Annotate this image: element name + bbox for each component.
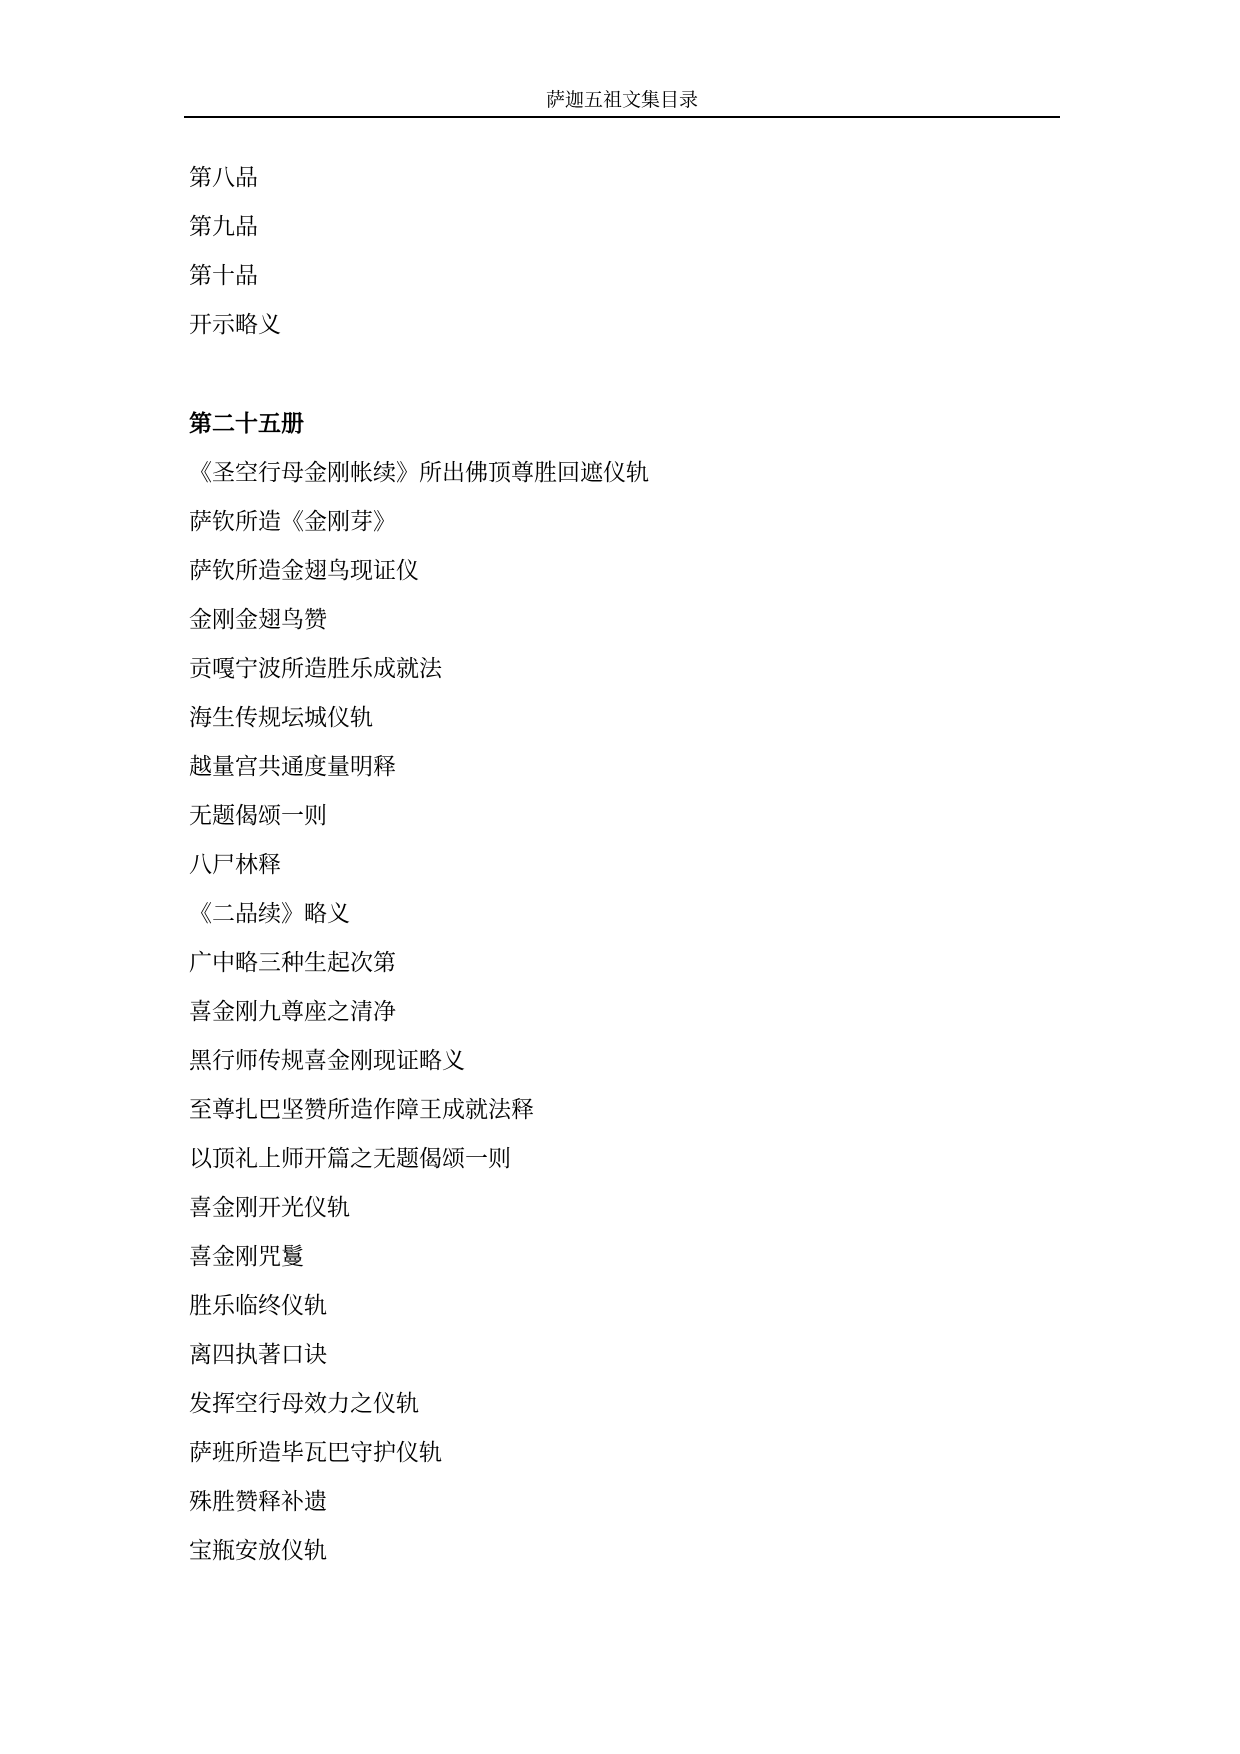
toc-entry: 以顶礼上师开篇之无题偈颂一则	[189, 1146, 511, 1172]
toc-entry: 《二品续》略义	[189, 901, 350, 927]
toc-entry: 殊胜赞释补遗	[189, 1489, 327, 1515]
toc-entry: 喜金刚九尊座之清净	[189, 999, 396, 1025]
toc-entry: 海生传规坛城仪轨	[189, 705, 373, 731]
toc-entry: 广中略三种生起次第	[189, 950, 396, 976]
page-header	[184, 84, 1060, 118]
toc-entry: 喜金刚开光仪轨	[189, 1195, 350, 1221]
toc-entry: 至尊扎巴坚赞所造作障王成就法释	[189, 1097, 534, 1123]
toc-entry: 发挥空行母效力之仪轨	[189, 1391, 419, 1417]
toc-entry: 无题偈颂一则	[189, 803, 327, 829]
toc-content	[189, 154, 1049, 1576]
toc-entry: 宝瓶安放仪轨	[189, 1538, 327, 1564]
volume-heading: 第二十五册	[189, 411, 304, 437]
toc-entry: 黑行师传规喜金刚现证略义	[189, 1048, 465, 1074]
toc-entry: 胜乐临终仪轨	[189, 1293, 327, 1319]
toc-entry: 八尸林释	[189, 852, 281, 878]
toc-entry: 第十品	[189, 263, 258, 289]
toc-entry: 第九品	[189, 214, 258, 240]
header-title: 萨迦五祖文集目录	[545, 89, 698, 111]
toc-entry: 《圣空行母金刚帐续》所出佛顶尊胜回遮仪轨	[189, 460, 649, 486]
toc-entry: 喜金刚咒鬘	[189, 1244, 304, 1270]
toc-entry: 开示略义	[189, 312, 281, 338]
toc-entry: 萨钦所造金翅鸟现证仪	[189, 558, 419, 584]
toc-entry: 萨班所造毕瓦巴守护仪轨	[189, 1440, 442, 1466]
toc-entry: 第八品	[189, 165, 258, 191]
toc-entry: 越量宫共通度量明释	[189, 754, 396, 780]
toc-entry: 金刚金翅鸟赞	[189, 607, 327, 633]
toc-entry: 萨钦所造《金刚芽》	[189, 509, 396, 535]
toc-entry: 贡嘎宁波所造胜乐成就法	[189, 656, 442, 682]
toc-entry: 离四执著口诀	[189, 1342, 327, 1368]
